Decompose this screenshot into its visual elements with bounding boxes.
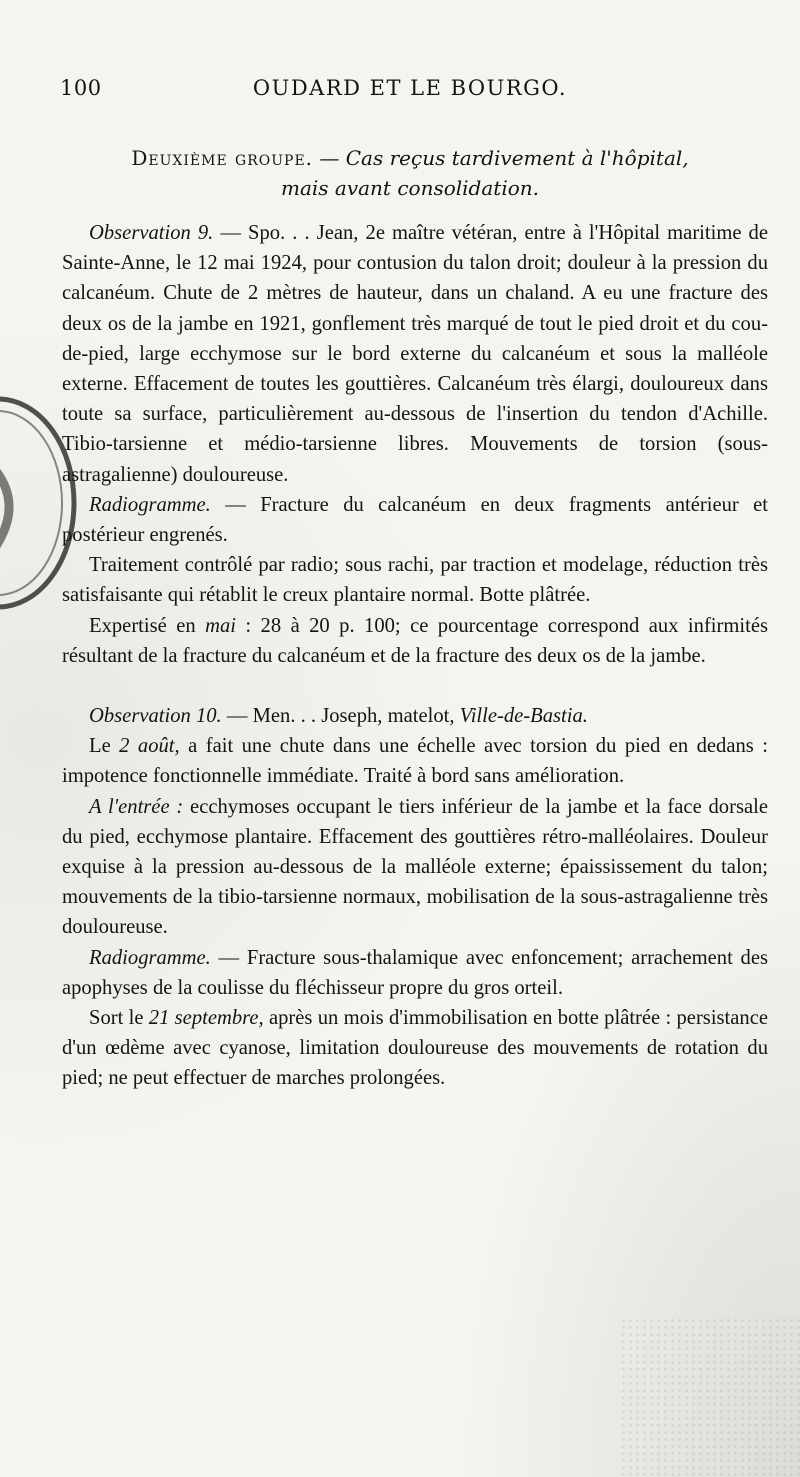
expertise-post: : 28 à 20 p. 100; ce pourcentage correspond aux infirmités résultant de la fracture du calcanéum et de la fracture des deux os de la jambe. <box>62 614 768 667</box>
group-heading-line-1 <box>60 143 760 173</box>
observation-10-intro: — Men. . . Joseph, matelot, <box>221 705 460 728</box>
fall-text: a fait une chute dans une échelle avec torsion du pied en dedans : impotence fonctionnelle immédiate. Traité à bord sans amélioration. <box>62 735 768 788</box>
fall-date: 2 août, <box>119 735 180 758</box>
page-number: 100 <box>60 76 102 100</box>
fall-pre: Le <box>89 735 120 758</box>
admission-text: ecchymoses occupant le tiers inférieur de la jambe et la face dorsale du pied, ecchymose plantaire. Effacement des gouttières rétro-malléolaires. Douleur exquise à la pression au-dessous de la malléole externe; épaississement du talon; mouvements de la tibio-tarsienne normaux, mobilisation de la sous-astragalienne très douloureuse. <box>62 795 768 939</box>
radiogram-label: Radiogramme. <box>89 493 211 516</box>
observation-10-heading: Observation 10. <box>89 705 222 728</box>
observation-9-heading: Observation 9. <box>89 222 214 244</box>
group-title-line-2: mais avant consolidation. <box>281 176 539 200</box>
discharge-text: après un mois d'immobilisation en botte plâtrée : persistance d'un œdème avec cyanose, limitation douloureuse des mouvements de rotation du pied; ne peut effectuer de marches prolongées. <box>62 1007 768 1090</box>
body-text <box>62 218 768 1094</box>
observation-10-heading-line <box>62 701 768 731</box>
radiogram-text-2: — Fracture sous-thalamique avec enfoncement; arrachement des apophyses de la coulisse du fléchisseur propre du gros orteil. <box>62 946 768 999</box>
observation-9-expertise <box>62 611 768 671</box>
observation-9-text: — Spo. . . Jean, 2e maître vétéran, entre à l'Hôpital maritime de Sainte-Anne, le 12 mai 1924, pour contusion du talon droit; douleur à la pression du calcanéum. Chute de 2 mètres de hauteur, dans un chaland. A eu une fracture des deux os de la jambe en 1921, gonflement très marqué de tout le pied droit et du cou-de-pied, large ecchymose sur le bord externe du calcanéum et sous la malléole externe. Effacement de toutes les gouttières. Calcanéum très élargi, douloureux dans toute sa surface, particulièrement au-dessous de l'insertion du tendon d'Achille. Tibio-tarsienne et médio-tarsienne libres. Mouvements de torsion (sous-astragalienne) douloureuse. <box>62 222 768 486</box>
scan-noise <box>620 1317 800 1477</box>
observation-10-radiogram <box>62 943 768 1003</box>
group-heading <box>60 143 760 203</box>
expertise-pre: Expertisé en <box>89 614 206 637</box>
expertise-month: mai <box>205 614 236 637</box>
page-header <box>60 76 760 110</box>
radiogram-label-2: Radiogramme. <box>89 946 211 969</box>
discharge-pre: Sort le <box>89 1007 149 1030</box>
radiogram-text: — Fracture du calcanéum en deux fragments antérieur et postérieur engrenés. <box>62 493 768 547</box>
group-dash: — <box>313 146 346 170</box>
group-title-line-1: Cas reçus tardivement à l'hôpital, <box>345 146 689 170</box>
observation-10-discharge <box>62 1003 768 1094</box>
admission-label: A l'entrée : <box>89 795 184 818</box>
group-label: Deuxième groupe. <box>131 146 314 170</box>
observation-10-admission <box>62 792 768 943</box>
observation-9-treatment: Traitement contrôlé par radio; sous rachi, par traction et modelage, réduction très satisfaisante qui rétablit le creux plantaire normal. Botte plâtrée. <box>62 554 768 607</box>
observation-9-radiogram <box>62 490 768 550</box>
observation-9-paragraph <box>62 218 768 490</box>
observation-10-fall <box>62 731 768 791</box>
discharge-date: 21 septembre, <box>148 1007 264 1030</box>
ship-name: Ville-de-Bastia. <box>459 705 588 728</box>
running-head: OUDARD ET LE BOURGO. <box>252 76 568 100</box>
